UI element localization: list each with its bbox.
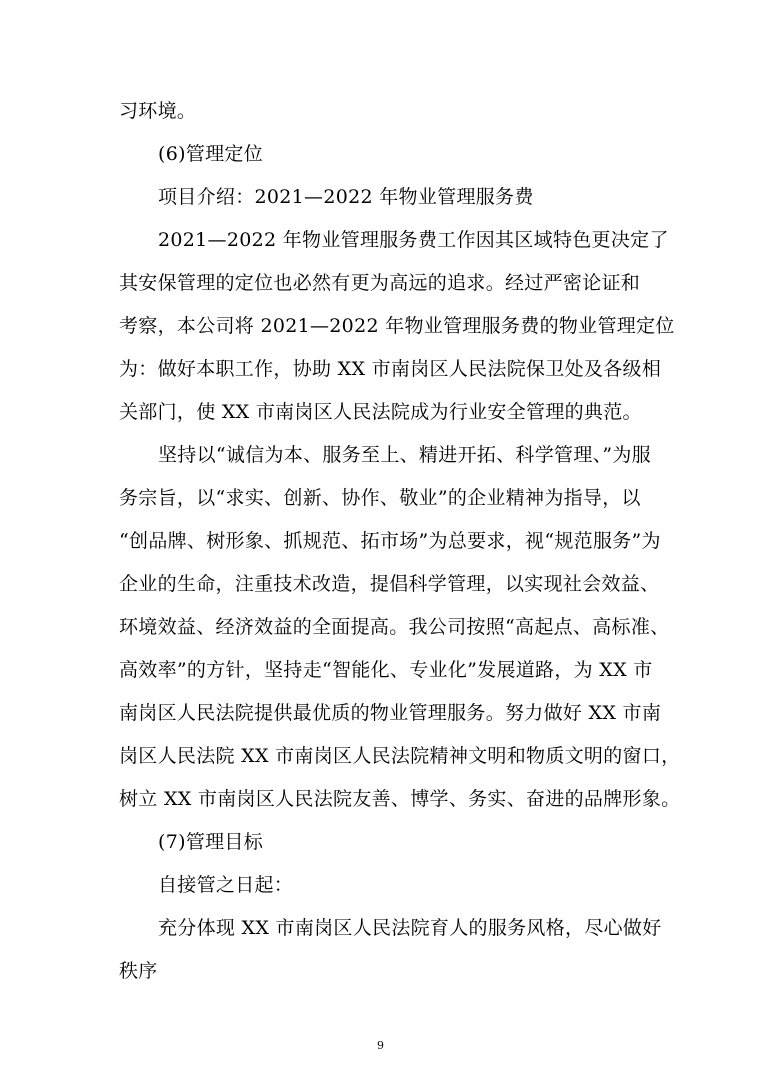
page-number: 9 xyxy=(377,1039,384,1052)
text-line: 考察，本公司将 2021—2022 年物业管理服务费的物业管理定位 xyxy=(119,315,675,337)
text-line: 为：做好本职工作，协助 XX 市南岗区人民法院保卫处及各级相 xyxy=(119,358,662,380)
text-line: 坚持以“诚信为本、服务至上、精进开拓、科学管理、”为服 xyxy=(158,444,652,466)
text-line: “创品牌、树形象、抓规范、拓市场”为总要求，视“规范服务”为 xyxy=(119,530,661,552)
text-line: 树立 XX 市南岗区人民法院友善、博学、务实、奋进的品牌形象。 xyxy=(119,788,681,810)
text-line: 环境效益、经济效益的全面提高。我公司按照“高起点、高标准、 xyxy=(119,616,670,638)
section-heading-goals: (7)管理目标 xyxy=(158,831,264,853)
text-line: 秩序 xyxy=(119,960,158,982)
text-line: 岗区人民法院 XX 市南岗区人民法院精神文明和物质文明的窗口， xyxy=(119,745,681,767)
text-line: 务宗旨，以“求实、创新、协作、敬业”的企业精神为指导，以 xyxy=(119,487,641,509)
text-line: 2021—2022 年物业管理服务费工作因其区域特色更决定了 xyxy=(158,229,669,251)
text-line: 自接管之日起： xyxy=(158,874,294,896)
text-line: 其安保管理的定位也必然有更为高远的追求。经过严密论证和 xyxy=(119,272,641,294)
text-line: 关部门，使 XX 市南岗区人民法院成为行业安全管理的典范。 xyxy=(119,401,642,423)
section-heading-positioning: (6)管理定位 xyxy=(158,143,264,165)
text-line: 习环境。 xyxy=(119,100,197,122)
text-line: 企业的生命，注重技术改造，提倡科学管理，以实现社会效益、 xyxy=(119,573,660,595)
text-line: 充分体现 XX 市南岗区人民法院育人的服务风格，尽心做好 xyxy=(158,917,662,939)
text-line: 南岗区人民法院提供最优质的物业管理服务。努力做好 XX 市南 xyxy=(119,702,662,724)
text-line: 高效率”的方针，坚持走“智能化、专业化”发展道路，为 XX 市 xyxy=(119,659,653,681)
project-intro: 项目介绍：2021—2022 年物业管理服务费 xyxy=(158,186,534,208)
